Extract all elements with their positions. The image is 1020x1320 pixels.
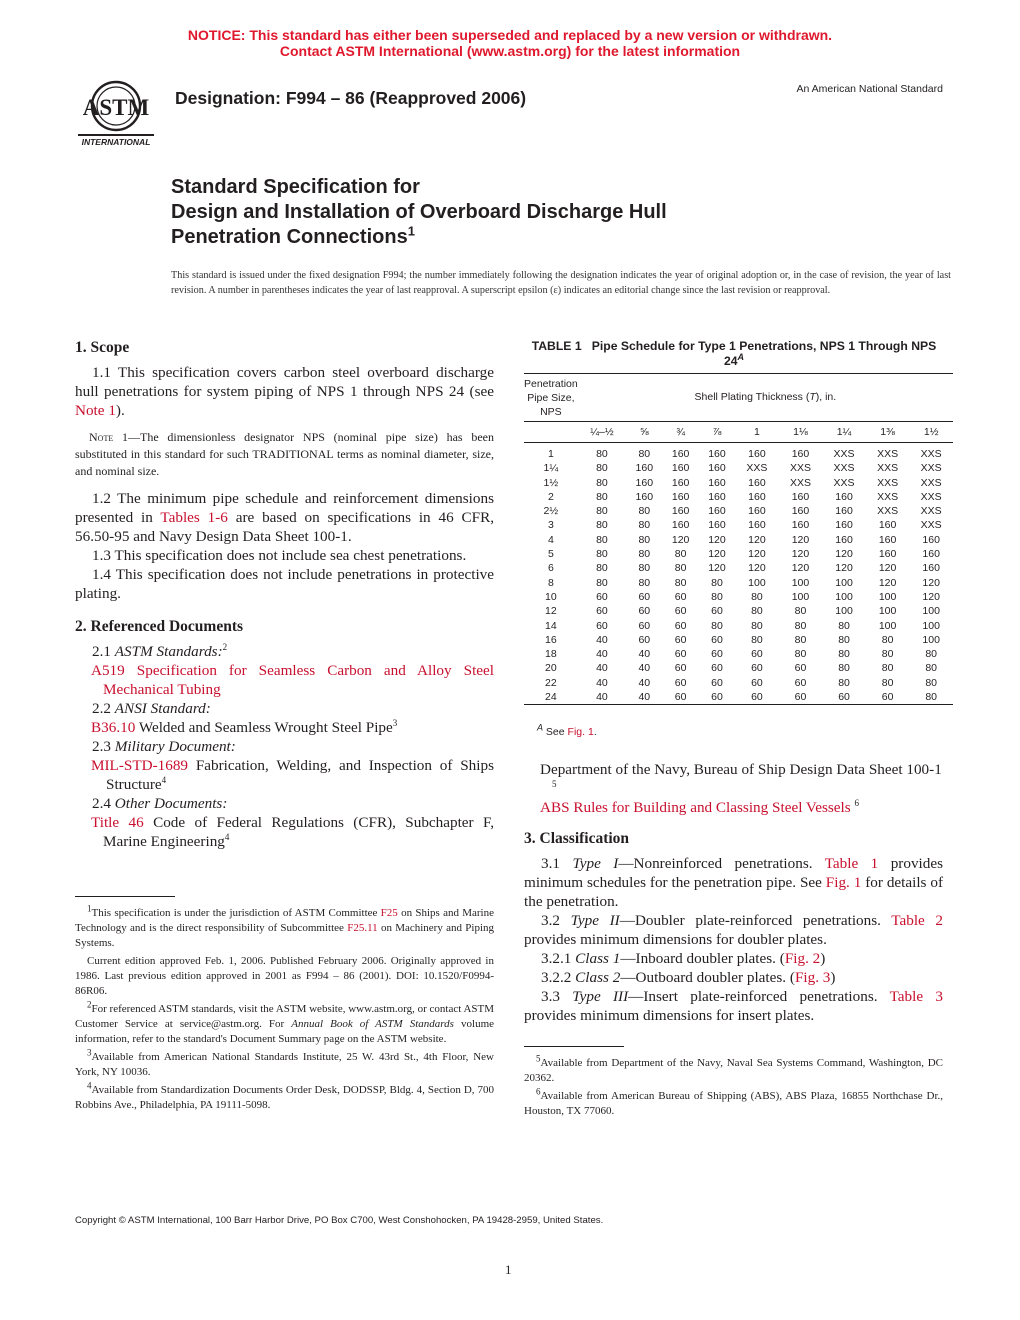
table-row [524, 604, 953, 618]
table-row [524, 490, 953, 504]
table-1 [524, 373, 953, 705]
table-cell-schedule: 120 [708, 533, 726, 546]
table-cell-schedule: 80 [638, 505, 651, 518]
table-cell-schedule: 40 [638, 662, 651, 675]
footnotes-left [75, 903, 495, 1116]
table-cell-schedule: 160 [708, 490, 726, 503]
table-1-caption: TABLE 1 Pipe Schedule for Type 1 Penetrations, NPS 1 Through NPS $24^A$ [531, 339, 937, 368]
table-cell-schedule: 80 [711, 619, 723, 632]
f25-11-link[interactable]: F25.11 [347, 922, 378, 934]
document-title [171, 175, 871, 250]
a519-link[interactable]: A519 [91, 662, 125, 679]
table-cell-schedule: 120 [748, 533, 766, 546]
footnote-6: $^6$Available from American Bureau of Shipping (ABS), ABS Plaza, 16855 Northchase Dr., Houston, TX 77060. [524, 1086, 943, 1117]
footnote-5: $^5$Available from Department of the Navy, Naval Sea Systems Command, Washington, DC 20362. [524, 1053, 943, 1084]
table-cell-schedule: 60 [822, 690, 866, 705]
table-cell-schedule: 120 [671, 533, 690, 546]
class-3-2: 3.2 Type II—Doubler plate-reinforced penetrations. Table 2 provides minimum dimensions for doubler plates. [524, 912, 944, 948]
thickness-header-cell: 1⅛ [779, 422, 823, 443]
table-cell-schedule: 160 [878, 548, 897, 561]
table-cell-schedule: 80 [596, 533, 608, 546]
table-cell-schedule: 80 [596, 548, 608, 561]
table-cell-schedule: 160 [635, 462, 654, 475]
table-cell-schedule: XXS [789, 462, 811, 475]
table-cell-schedule: 80 [925, 676, 938, 689]
table-cell-schedule: 120 [835, 562, 853, 575]
footnote-4: $^4$Available from Standardization Documents Order Desk, DODSSP, Bldg. 4, Section D, 700 Robbins Ave., Philadelphia, PA 19111-5098. [75, 1080, 494, 1111]
notice-line-1: NOTICE: This standard has either been superseded and replaced by a new version or withdrawn. [187, 27, 833, 43]
refdocs-2-1: 2.1 ASTM Standards:$^2$ [92, 641, 228, 660]
table-cell-schedule: 80 [838, 633, 850, 646]
table-cell-schedule: 60 [638, 633, 651, 646]
table-cell-schedule: 80 [838, 676, 850, 689]
table-cell-schedule: 120 [922, 590, 940, 603]
table-cell-schedule: XXS [920, 519, 942, 532]
table-cell-schedule: 160 [878, 519, 897, 532]
table-cell-schedule: XXS [746, 462, 768, 475]
table-cell-schedule: 80 [596, 576, 608, 589]
table-row [524, 504, 953, 518]
table-cell-schedule: 60 [596, 590, 608, 603]
thickness-header-cell: 1⅜ [866, 422, 910, 443]
table-cell-schedule: 160 [922, 562, 940, 575]
b36-link[interactable]: B36.10 [91, 719, 136, 736]
table-cell-schedule: 60 [711, 676, 723, 689]
astm-logo [70, 76, 162, 150]
table-cell-schedule: 80 [838, 662, 850, 675]
table-cell-schedule: 160 [791, 490, 810, 503]
table-cell-schedule: 60 [596, 619, 608, 632]
ref-b36: B36.10 Welded and Seamless Wrought Steel Pipe$^3$ [91, 717, 398, 736]
table-row [524, 561, 953, 575]
class-fig-3-link[interactable]: Fig. 3 [794, 969, 831, 986]
table-cell-schedule: 160 [791, 519, 810, 532]
table-cell-schedule: 60 [699, 690, 735, 705]
title46-link[interactable]: Title 46 [91, 814, 144, 831]
table-row [524, 676, 953, 690]
table-row [524, 461, 953, 475]
title-line-3: Penetration Connections [171, 226, 408, 248]
table-cell-schedule: 60 [674, 619, 687, 632]
table-cell-schedule: 100 [791, 576, 810, 589]
table-cell-nps: 10 [545, 590, 557, 603]
table-cell-schedule: 80 [925, 648, 938, 661]
table-cell-schedule: XXS [877, 490, 899, 503]
table-cell-schedule: 60 [794, 676, 807, 689]
table-cell-schedule: 160 [835, 519, 853, 532]
table-cell-schedule: 120 [878, 562, 897, 575]
table-cell-schedule: 40 [578, 690, 626, 705]
footnote-rule-right [524, 1046, 624, 1047]
table-cell-schedule: 160 [671, 462, 690, 475]
table-cell-nps: 12 [545, 605, 557, 618]
table-cell-schedule: 160 [922, 548, 940, 561]
table-row [524, 576, 953, 590]
table-cell-schedule: 160 [748, 519, 766, 532]
table-col-nps-header: Penetration Pipe Size, NPS [524, 374, 578, 422]
ref-title46: Title 46 Code of Federal Regulations (CFR), Subchapter F, Marine Engineering$^4$ [91, 814, 494, 850]
table-cell-schedule: XXS [877, 462, 899, 475]
table-cell-nps: 2 [547, 490, 554, 503]
table-cell-schedule: 80 [751, 590, 763, 603]
table-cell-schedule: 80 [881, 676, 894, 689]
table-cell-schedule: 80 [881, 662, 894, 675]
table-cell-schedule: 80 [674, 548, 687, 561]
table-cell-nps: 14 [545, 619, 557, 632]
table-cell-schedule: 80 [909, 690, 953, 705]
thickness-header-cell: ¾ [662, 422, 698, 443]
table-cell-schedule: 80 [711, 590, 723, 603]
table-cell-schedule: 120 [791, 562, 810, 575]
table-cell-schedule: 80 [638, 533, 651, 546]
table-cell-schedule: XXS [877, 505, 899, 518]
table-cell-schedule: 160 [708, 462, 726, 475]
tables-1-6-link[interactable]: Tables 1-6 [160, 509, 228, 526]
table-cell-schedule: 160 [835, 505, 853, 518]
table-cell-schedule: 80 [794, 648, 807, 661]
table-cell-nps: 2½ [543, 505, 559, 518]
table-row [524, 661, 953, 675]
table-cell-schedule: 60 [751, 648, 763, 661]
table-cell-schedule: 80 [751, 633, 763, 646]
table-cell-schedule: 80 [794, 605, 807, 618]
table-cell-schedule: 40 [596, 676, 608, 689]
table-cell-schedule: 160 [748, 448, 766, 460]
table-cell-nps: 5 [547, 548, 554, 561]
page-number: 1 [505, 1262, 512, 1277]
table-cell-schedule: 60 [711, 662, 723, 675]
table-cell-schedule: 60 [866, 690, 910, 705]
refdocs-2-4: 2.4 Other Documents: [92, 795, 228, 812]
table-row [524, 443, 953, 462]
table-cell-schedule: 160 [708, 519, 726, 532]
table-cell-schedule: 60 [674, 590, 687, 603]
designation: Designation: F994 – 86 (Reapproved 2006) [175, 88, 527, 108]
table-cell-schedule: 120 [791, 533, 810, 546]
copyright: Copyright © ASTM International, 100 Barr Harbor Drive, PO Box C700, West Conshohocken, PA 19428-2959, United States. [75, 1215, 604, 1226]
table-cell-schedule: 160 [791, 505, 810, 518]
table-cell-nps: 1 [547, 448, 554, 460]
table-cell-schedule: 100 [922, 619, 940, 632]
table-cell-schedule: 80 [881, 633, 894, 646]
table-cell-schedule: 160 [671, 519, 690, 532]
table-cell-schedule: 80 [674, 576, 687, 589]
footnote-1-edition: Current edition approved Feb. 1, 2006. Published February 2006. Originally approved in 1986. Last previous edition approved in 2001 as F994 – 86 (2001). DOI: 10.1520/F0994-86R06. [75, 955, 494, 997]
table-cell-schedule: 120 [708, 548, 726, 561]
table-row [524, 476, 953, 490]
title-line-1: Standard Specification for [171, 176, 420, 198]
table-cell-schedule: 100 [922, 633, 940, 646]
table-cell-schedule: 160 [748, 490, 766, 503]
table-cell-schedule: 60 [638, 590, 651, 603]
scope-1-2: 1.2 The minimum pipe schedule and reinforcement dimensions presented in Tables 1-6 are based on specifications in 46 CFR, 56.50-95 and Navy Design Data Sheet 100-1. [75, 490, 494, 545]
table-cell-nps: 20 [545, 662, 557, 675]
footnote-1: $^1$This specification is under the jurisdiction of ASTM Committee F25 on Ships and Marine Technology and is the direct responsibility of Subcommittee F25.11 on Machinery and Piping Systems. [75, 903, 494, 949]
table-1-footnote: $^A$ See Fig. 1. [537, 722, 597, 738]
abs-rules-link[interactable]: ABS Rules for Building and Classing Steel Vessels [540, 799, 851, 816]
table-cell-schedule: 160 [635, 490, 654, 503]
table-cell-nps: 1¼ [543, 462, 559, 475]
table-cell-schedule: 160 [671, 448, 690, 460]
note-1-link[interactable]: Note 1 [75, 402, 116, 419]
table-cell-schedule: 120 [878, 576, 897, 589]
table-span-header: Shell Plating Thickness (T), in. [578, 374, 953, 422]
table-cell-schedule: 80 [751, 605, 763, 618]
table-cell-schedule: 80 [638, 448, 651, 460]
table-cell-schedule: 100 [835, 576, 853, 589]
thickness-header-cell: ⅞ [699, 422, 735, 443]
table-cell-schedule: 60 [674, 676, 687, 689]
table-row [524, 647, 953, 661]
table-cell-nps: 8 [547, 576, 554, 589]
refdocs-heading: 2. Referenced Documents [75, 618, 244, 635]
footnote-2: $^2$For referenced ASTM standards, visit the ASTM website, www.astm.org, or contact ASTM Customer Service at service@astm.org. For Annual Book of ASTM Standards volume information, refer to the standard's Document Summary page on the ASTM website. [75, 999, 495, 1045]
note-1: Note 1—The dimensionless designator NPS (nominal pipe size) has been substituted in this standard for such TRADITIONAL terms as nominal diameter, size, and nominal size. [75, 430, 494, 478]
table-cell-schedule: XXS [833, 448, 855, 460]
table-cell-schedule: 80 [794, 633, 807, 646]
table-cell-schedule: XXS [920, 462, 942, 475]
table-cell-schedule: 100 [835, 605, 853, 618]
right-column [524, 760, 943, 1025]
table-cell-schedule: 100 [791, 590, 810, 603]
table-cell-schedule: 160 [671, 476, 690, 489]
table-row [524, 633, 953, 647]
table-cell-schedule: 160 [835, 533, 853, 546]
table-cell-schedule: 160 [708, 476, 726, 489]
ref-mil: MIL-STD-1689 Fabrication, Welding, and Inspection of Ships Structure$^4$ [91, 757, 494, 793]
table-thickness-header-row [524, 422, 953, 443]
table-cell-schedule: 80 [596, 448, 608, 460]
table-cell-nps: 6 [547, 562, 554, 575]
thickness-header-cell: ⅝ [626, 422, 662, 443]
logo-wordmark: ASTM [82, 95, 150, 120]
scope-heading: 1. Scope [75, 339, 130, 356]
class-fig-2-link[interactable]: Fig. 2 [784, 950, 821, 967]
table-row [524, 533, 953, 547]
table-cell-schedule: 40 [638, 648, 651, 661]
classification-heading: 3. Classification [524, 830, 630, 847]
table-cell-schedule: 80 [596, 519, 608, 532]
table-cell-schedule: 80 [638, 548, 651, 561]
table-cell-schedule: 80 [596, 462, 608, 475]
thickness-header-blank [524, 422, 578, 443]
table-cell-schedule: 40 [626, 690, 662, 705]
class-3-1: 3.1 Type I—Nonreinforced penetrations. Table 1 provides minimum schedules for the penetration pipe. See Fig. 1 for details of the penetration. [524, 855, 944, 910]
ref-abs: ABS Rules for Building and Classing Steel Vessels $^6$ [540, 797, 859, 816]
table-cell-schedule: 80 [638, 562, 651, 575]
table-cell-schedule: 80 [794, 619, 807, 632]
table-cell-nps: 1½ [543, 476, 559, 489]
table-cell-schedule: 60 [638, 605, 651, 618]
table-cell-schedule: 60 [751, 676, 763, 689]
table-cell-schedule: 40 [596, 662, 608, 675]
thickness-header-cell: 1 [735, 422, 779, 443]
table-cell-schedule: 120 [748, 548, 766, 561]
table-cell-schedule: 120 [791, 548, 810, 561]
table-cell-schedule: 40 [596, 633, 608, 646]
table-cell-schedule: 80 [925, 662, 938, 675]
thickness-header-cell: 1¼ [822, 422, 866, 443]
scope-1-3: 1.3 This specification does not include sea chest penetrations. [92, 547, 467, 564]
table-cell-schedule: 80 [596, 476, 608, 489]
table-cell-schedule: XXS [877, 448, 899, 460]
table-cell-schedule: 60 [674, 648, 687, 661]
table-cell-schedule: 120 [922, 576, 940, 589]
table-cell-schedule: 160 [708, 448, 726, 460]
table-cell-schedule: 160 [748, 476, 766, 489]
table-cell-nps: 22 [545, 676, 557, 689]
table-cell-schedule: 60 [779, 690, 823, 705]
f25-link[interactable]: F25 [380, 907, 398, 919]
table-row [524, 690, 953, 705]
table-cell-schedule: 80 [638, 519, 651, 532]
table-cell-schedule: XXS [920, 490, 942, 503]
issuance-statement: This standard is issued under the fixed designation F994; the number immediately following the designation indicates the year of original adoption or, in the case of revision, the year of last revision. A number in parentheses indicates the year of last reapproval. A superscript epsilon (ε) indicates an editorial change since the last revision or reapproval. [171, 270, 951, 296]
class-3-2-2: 3.2.2 Class 2—Outboard doubler plates. (Fig. 3) [541, 969, 836, 986]
a519-title-link[interactable]: Specification for Seamless Carbon and Alloy Steel Mechanical Tubing [103, 662, 495, 698]
footnote-rule-left [75, 896, 175, 897]
table-cell-schedule: 80 [751, 619, 763, 632]
class-fig-1-link[interactable]: Fig. 1 [825, 874, 862, 891]
table-cell-nps: 16 [545, 633, 557, 646]
table-cell-schedule: XXS [920, 505, 942, 518]
table-cell-schedule: 80 [596, 490, 608, 503]
table-cell-schedule: 160 [635, 476, 654, 489]
refdocs-2-3: 2.3 Military Document: [92, 738, 236, 755]
table-cell-schedule: 160 [748, 505, 766, 518]
table-cell-schedule: 40 [638, 676, 651, 689]
table-cell-schedule: 100 [835, 590, 853, 603]
table-cell-nps: 18 [545, 648, 557, 661]
table-cell-schedule: XXS [789, 476, 811, 489]
table-cell-schedule: 80 [638, 576, 651, 589]
table-cell-schedule: 60 [662, 690, 698, 705]
table-cell-schedule: 60 [596, 605, 608, 618]
footnote-3: $^3$Available from American National Standards Institute, 25 W. 43rd St., 4th Floor, New York, NY 10036. [75, 1047, 494, 1078]
table-cell-schedule: 40 [596, 648, 608, 661]
table-cell-schedule: 100 [878, 605, 897, 618]
table-cell-schedule: 160 [835, 490, 853, 503]
table-cell-schedule: 80 [838, 648, 850, 661]
table-cell-nps: 4 [547, 533, 554, 546]
table-cell-schedule: 100 [878, 590, 897, 603]
class-3-3: 3.3 Type III—Insert plate-reinforced penetrations. Table 3 provides minimum dimensions for insert plates. [524, 988, 943, 1024]
table-cell-schedule: 160 [671, 505, 690, 518]
title-footnote-ref: 1 [407, 223, 415, 239]
ref-navy: Department of the Navy, Bureau of Ship Design Data Sheet 100-1 $^5$ [540, 761, 942, 789]
thickness-header-cell: 1½ [909, 422, 953, 443]
thickness-header-cell: ¼–½ [578, 422, 626, 443]
table-cell-schedule: 160 [671, 490, 690, 503]
table-cell-schedule: XXS [833, 476, 855, 489]
notice-line-2: Contact ASTM International (www.astm.org) for the latest information [279, 43, 741, 59]
class-3-2-1: 3.2.1 Class 1—Inboard doubler plates. (Fig. 2) [541, 950, 826, 967]
table-row [524, 518, 953, 532]
table-cell-schedule: 60 [735, 690, 779, 705]
table-cell-schedule: 60 [674, 662, 687, 675]
table-cell-schedule: 60 [711, 633, 723, 646]
table-cell-schedule: XXS [877, 476, 899, 489]
table-cell-schedule: 60 [751, 662, 763, 675]
table-cell-schedule: 120 [835, 548, 853, 561]
table-cell-schedule: 60 [711, 648, 723, 661]
title-line-2: Design and Installation of Overboard Discharge Hull [171, 201, 667, 223]
footnotes-right [524, 1053, 943, 1122]
table-cell-schedule: XXS [920, 476, 942, 489]
table-row [524, 590, 953, 604]
table-cell-schedule: 80 [596, 562, 608, 575]
table-cell-schedule: 80 [711, 576, 723, 589]
table-cell-schedule: 60 [674, 605, 687, 618]
table-cell-schedule: 100 [878, 619, 897, 632]
scope-1-1: 1.1 This specification covers carbon steel overboard discharge hull penetrations for system piping of NPS 1 through NPS 24 (see Note 1). [75, 364, 494, 419]
table-cell-schedule: 160 [791, 448, 810, 460]
class-table-3-link[interactable]: Table 3 [889, 988, 943, 1005]
table-cell-schedule: 60 [638, 619, 651, 632]
ref-a519 [75, 661, 494, 699]
table-cell-schedule: 120 [708, 562, 726, 575]
table-cell-schedule: XXS [833, 462, 855, 475]
table-row [524, 619, 953, 633]
table-cell-schedule: 160 [708, 505, 726, 518]
table-cell-nps: 24 [524, 690, 578, 705]
table-cell-schedule: 160 [878, 533, 897, 546]
table-cell-schedule: 160 [922, 533, 940, 546]
left-column [75, 338, 494, 851]
american-national-standard: An American National Standard [796, 83, 943, 95]
table-cell-schedule: 80 [881, 648, 894, 661]
table-cell-nps: 3 [547, 519, 554, 532]
table-body [524, 443, 953, 705]
table-cell-schedule: 80 [838, 619, 850, 632]
table-row [524, 547, 953, 561]
scope-1-4: 1.4 This specification does not include penetrations in protective plating. [75, 566, 494, 602]
table-cell-schedule: 100 [748, 576, 766, 589]
table-cell-schedule: 60 [794, 662, 807, 675]
table-fig-1-link[interactable]: Fig. 1 [567, 726, 594, 738]
table-cell-schedule: XXS [920, 448, 942, 460]
table-cell-schedule: 80 [674, 562, 687, 575]
class-table-2-link[interactable]: Table 2 [891, 912, 944, 929]
table-cell-schedule: 100 [922, 605, 940, 618]
class-table-1-link[interactable]: Table 1 [824, 855, 879, 872]
table-cell-schedule: 60 [674, 633, 687, 646]
refdocs-2-2: 2.2 ANSI Standard: [92, 700, 211, 717]
mil-std-link[interactable]: MIL-STD-1689 [91, 757, 189, 774]
logo-international: INTERNATIONAL [81, 137, 151, 147]
table-cell-schedule: 60 [711, 605, 723, 618]
table-cell-schedule: 120 [748, 562, 766, 575]
table-cell-schedule: 80 [596, 505, 608, 518]
